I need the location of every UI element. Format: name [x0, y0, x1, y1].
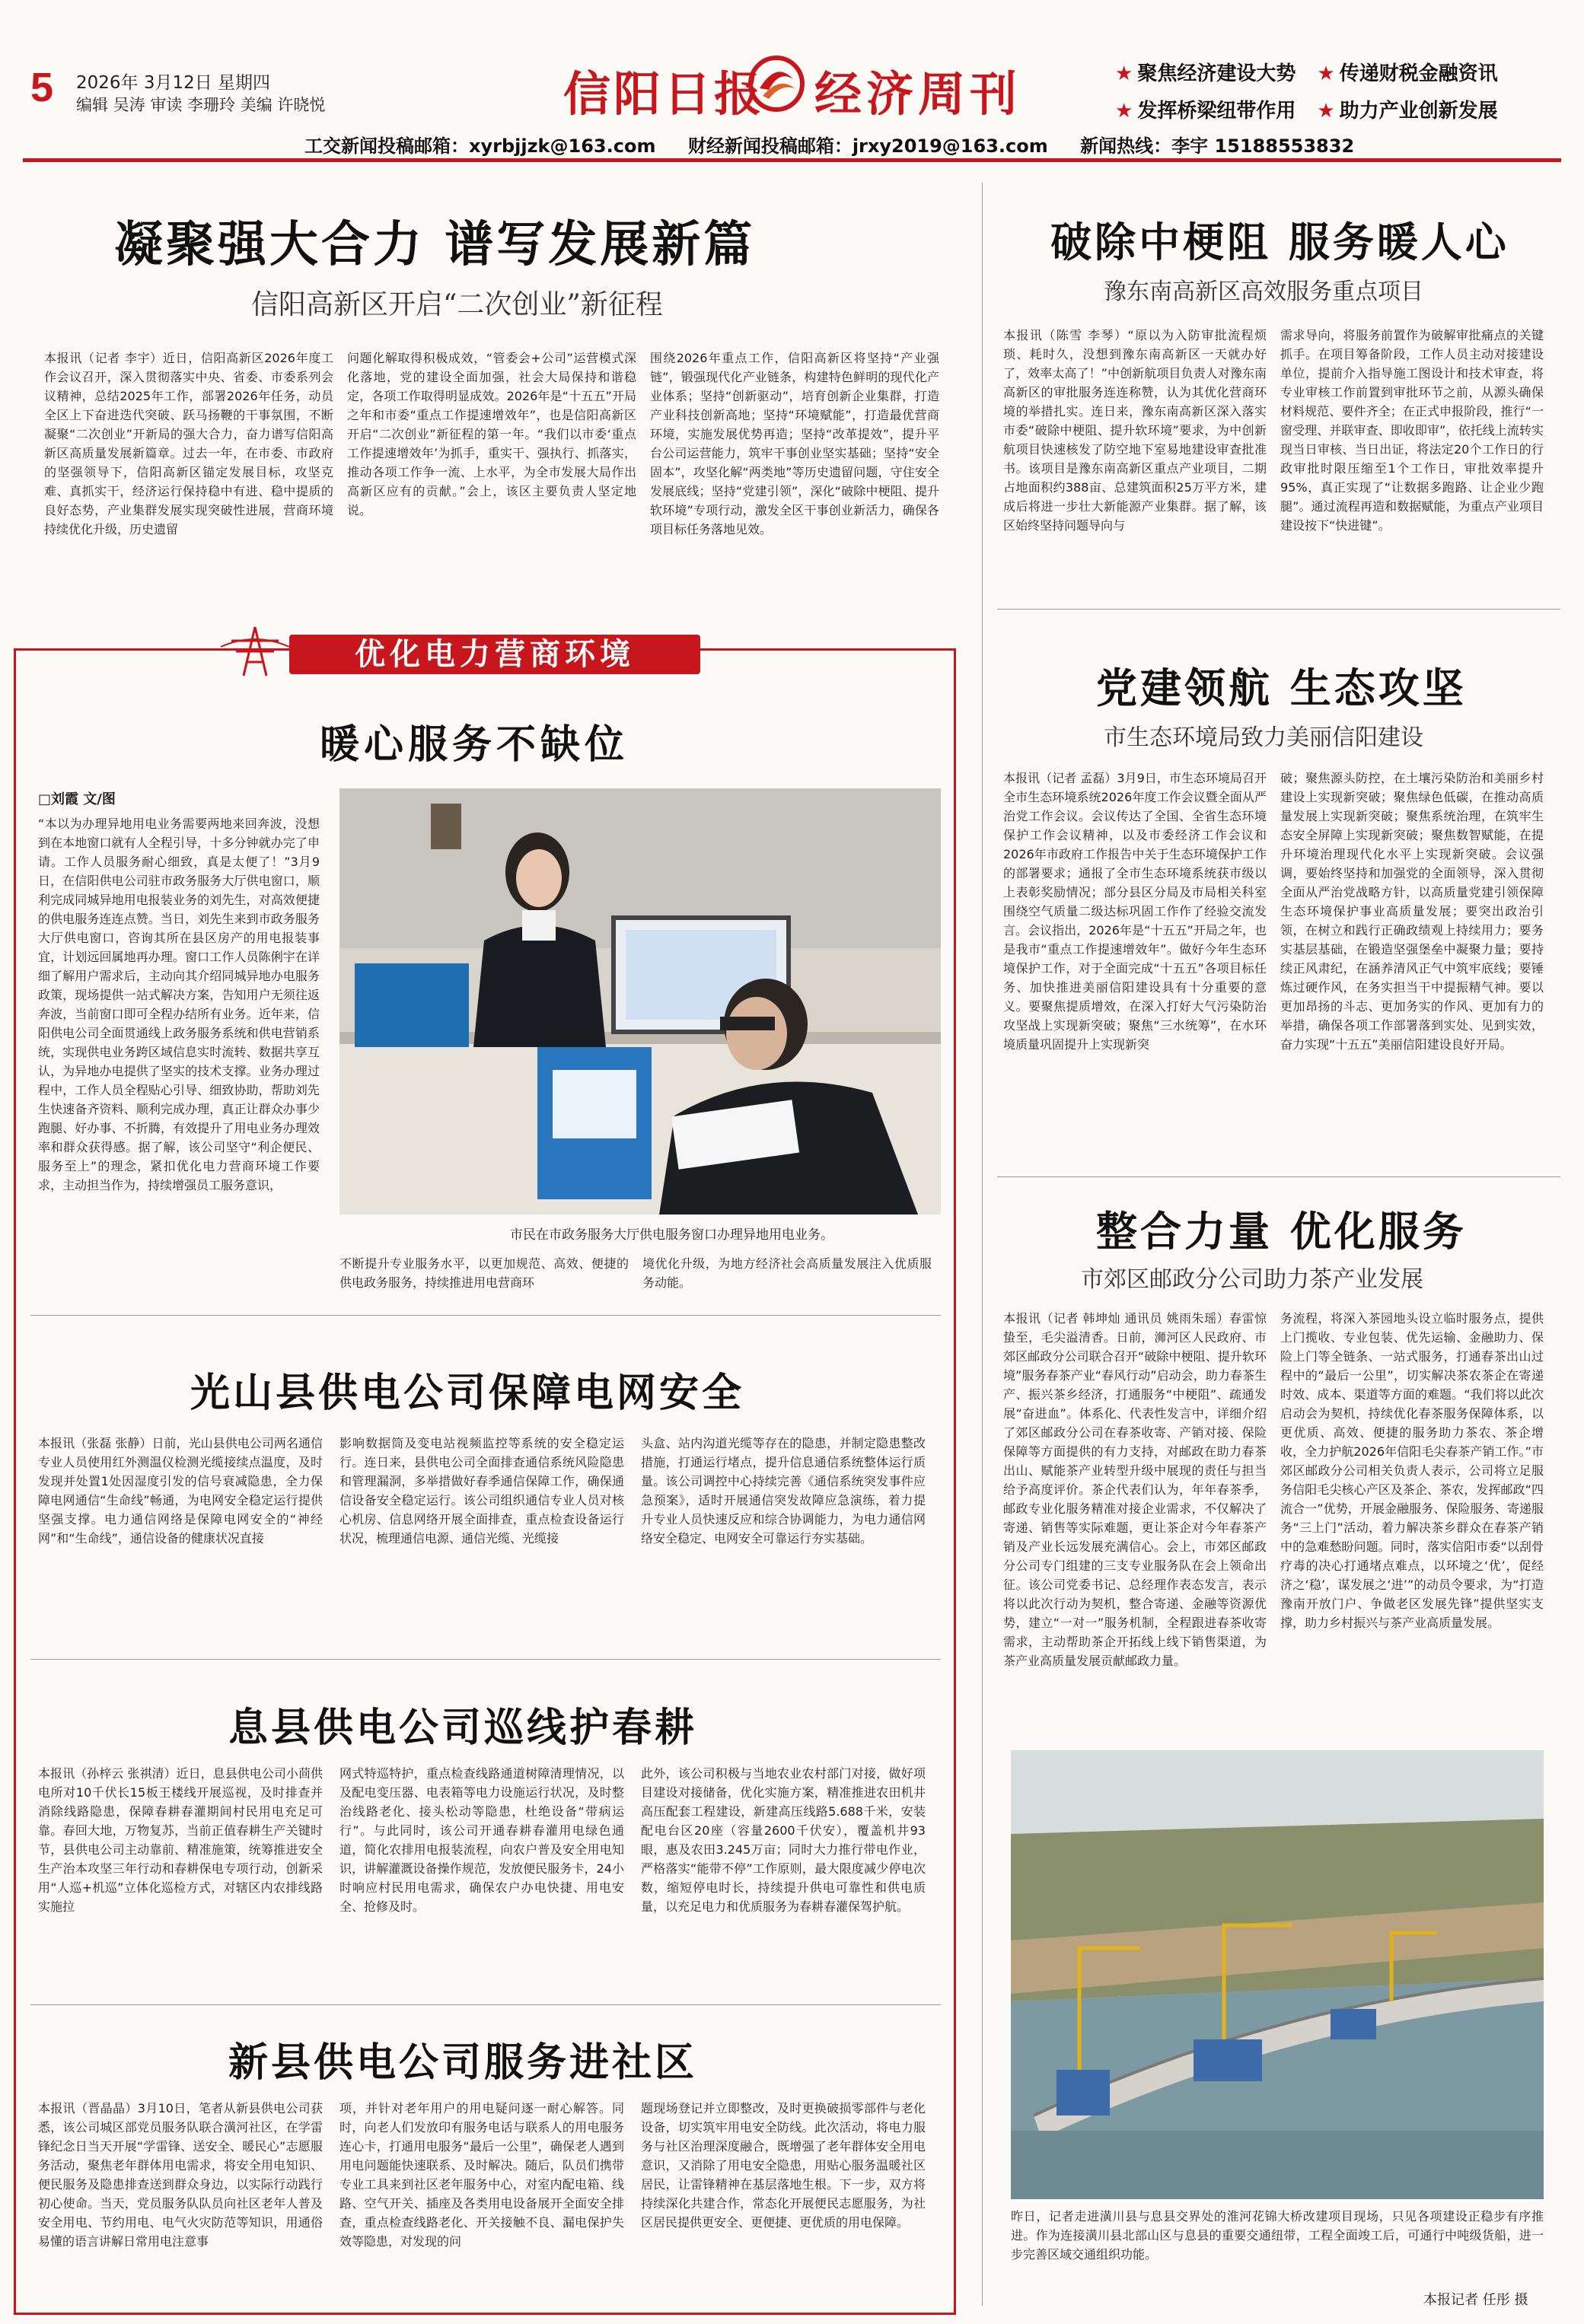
story4-col1: 本报讯（晋晶晶）3月10日，笔者从新县供电公司获悉，该公司城区部党员服务队联合潢河社区，在学雷锋纪念日当天开展“学雷锋、送安全、暖民心”志愿服务活动，聚焦老年群体用电需求，将安全用电知识、便民服务及隐患排查送到群众身边，以实际行动践行初心使命。当天，党员服务队队员向社区老年人普及安全用电、节约用电、电气火灾防范等知识，用通俗易懂的语言讲解日常用电注意事 — [38, 2101, 323, 2249]
story4-col2: 项，并针对老年用户的用电疑问逐一耐心解答。同时，向老人们发放印有服务电话与联系人的用电服务连心卡，打通用电服务“最后一公里”，确保老人遇到用电问题能快速联系、及时解决。随后，队员们携带专业工具来到社区老年服务中心，对室内配电箱、线路、空气开关、插座及各类用电设备展开全面安全排查，重点检查线路老化、开关接触不良、漏电保护失效等隐患，对发现的问 — [339, 2101, 624, 2249]
story3-col1: 本报讯（孙梓云 张祺清）近日，息县供电公司小茴供电所对10千伏长15板王楼线开展巡视，及时排查并消除线路隐患，保障春耕春灌期间村民用电充足可靠。春回大地，万物复苏，当前正值春耕生产关键时节，县供电公司主动靠前、精准施策，统筹推进安全生产治本攻坚三年行动和春耕保电专项行动，创新采用“人巡+机巡”立体化巡检方式，对辖区内农排线路实施拉 — [38, 1766, 323, 1914]
article2-subtitle: 豫东南高新区高效服务重点项目 — [1104, 279, 1423, 305]
bridge-photo-credit: 本报记者 任彤 摄 — [1423, 2292, 1528, 2308]
story2-col2: 影响数据筒及变电站视频监控等系统的安全稳定运行。连日来，县供电公司全面排查通信系统风险隐患和管理漏洞，多举措做好春季通信保障工作，确保通信设备安全稳定运行。该公司组织通信专业人员对核心机房、信息网络开展全面排查，重点检查设备运行状况，梳理通信电源、通信光缆、光缆接 — [339, 1436, 624, 1546]
article4-col2: 务流程，将深入茶园地头设立临时服务点，提供上门揽收、专业包装、优先运输、金融助力、保险上门等全链条、一站式服务，打通春茶出山过程中的“最后一公里”，切实解决茶农茶企在寄递时效、成本、渠道等方面的难题。“我们将以此次启动会为契机，持续优化春茶服务保障体系，以更优质、高效、便捷的服务助力茶农、茶企增收，全力护航2026年信阳毛尖春茶产销工作。”市郊区邮政分公司相关负责人表示，公司将立足服务信阳毛尖核心产区及茶企、茶农，发挥邮政“四流合一”优势，开展金融服务、保险服务、寄递服务“三上门”活动，着力解决茶乡群众在春茶产销中的急难愁盼问题。同时，落实信阳市委“以刮骨疗毒的决心打通堵点难点，以环境之‘优’，促经济之‘稳’，谋发展之‘进’”的动员令要求，为“打造豫南开放门户、争做老区发展先锋”提供坚实支撑，助力乡村振兴与茶产业高质量发展。 — [1280, 1311, 1544, 1630]
service-window-photo-image — [339, 788, 941, 1215]
staff-line: 编辑 吴涛 审读 李珊玲 美编 许晓悦 — [76, 96, 326, 114]
article1-col1: 本报讯（记者 李宇）近日，信阳高新区2026年度工作会议召开，深入贯彻落实中央、省委、市委系列会议精神，总结2025年工作，部署2026年任务，动员全区上下奋进迭代突破、跃马扬鞭的干事氛围，不断凝聚“二次创业”开新局的强大合力，奋力谱写信阳高新区高质量发展新篇章。过去一年，在市委、市政府的坚强领导下，信阳高新区锚定发展目标，攻坚克难、真抓实干，经济运行保持稳中有进、稳中提质的良好态势，产业集群发展实现突破性进展，营商环境持续优化升级，历史遗留 — [44, 351, 333, 536]
story3-col3: 此外，该公司积极与当地农业农村部门对接，做好项目建设对接储备，优化实施方案，精准推进农田机井高压配套工程建设，新建高压线路5.688千米，安装配电台区20座（容量2600千伏安），覆盖机井93眼，惠及农田3.245万亩；同时大力推行带电作业，严格落实“能带不停”工作原则，最大限度减少停电次数，缩短停电时长，持续提升供电可靠性和供电质量，以充足电力和优质服务为春耕春灌保驾护航。 — [641, 1766, 926, 1914]
story1-col2: 不断提升专业服务水平，以更加规范、高效、便捷的供电政务服务，持续推进用电营商环 — [339, 1256, 629, 1290]
bridge-construction-photo-image — [1011, 1750, 1544, 2199]
section-divider — [997, 609, 1560, 610]
slogan-item: ★ 聚焦经济建设大势 — [1115, 58, 1296, 86]
article3-subtitle: 市生态环境局致力美丽信阳建设 — [1104, 724, 1423, 751]
logo-swirl-icon — [746, 53, 807, 114]
article1-col3: 围绕2026年重点工作，信阳高新区将坚持“产业强链”，锻强现代化产业链条，构建特色鲜明的现代化产业体系；坚持“创新驱动”，培育创新企业集群，打造产业科技创新高地；坚持“环境赋能”，打造最优营商环境，实施发展优势再造；坚持“改革提效”，提升平台公司运营能力，筑牢干事创业坚实基础；坚持“安全固本”，攻坚化解“两类地”等历史遗留问题，守住安全发展底线；坚持“党建引领”，深化“破除中梗阻、提升软环境”专项行动，激发全区干事创业新活力，确保各项目标任务落地见效。 — [650, 351, 939, 536]
article4-col1: 本报讯（记者 韩坤灿 通讯员 姚雨朱瑶）春雷惊蛰至，毛尖溢清香。日前，浉河区人民政府、市郊区邮政分公司联合召开“破除中梗阻、提升软环境”服务春茶产业“春风行动”启动会，助力春茶生产、振兴茶乡经济，打通服务“中梗阻”、疏通发展“奋进血”。体系化、代表性发言中，详细介绍了郊区邮政分公司在春茶收寄、产销对接、保险保障等方面提供的有力支持，对邮政在助力春茶出山、赋能茶产业转型升级中展现的责任与担当给予高度评价。茶企代表们认为，年年春茶季，邮政专业化服务精准对接企业需求，不仅解决了寄递、销售等实际难题，更让茶企对今年春茶产销及产业长远发展充满信心。会上，市郊区邮政分公司专门组建的三支专业服务队在会上领命出征。该公司党委书记、总经理作表态发言，表示将以此次行动为契机，整合寄递、金融等资源优势，建立“一对一”服务机制，全程跟进春茶收寄需求，主动帮助茶企开拓线上线下销售渠道，为茶产业高质量发展贡献邮政力量。 — [1003, 1311, 1267, 1668]
banner-text: 优化电力营商环境 — [355, 636, 635, 672]
story3-col2: 网式特巡特护，重点检查线路通道树障清理情况，以及配电变压器、电表箱等电力设施运行状况，及时整治线路老化、接头松动等隐患，杜绝设备“带病运行”。与此同时，该公司开通春耕春灌用电绿色通道，简化农排用电报装流程，向农户普及安全用电知识，讲解灌溉设备操作规范，发放便民服务卡，24小时响应村民用电需求，确保农户办电快捷、用电安全、抢修及时。 — [339, 1766, 624, 1914]
power-tower-icon — [221, 624, 289, 679]
article1-subtitle: 信阳高新区开启“二次创业”新征程 — [251, 289, 663, 320]
story1-title: 暖心服务不缺位 — [320, 721, 629, 768]
story1-byline: □刘霞 文/图 — [38, 791, 116, 807]
contact-email-industry: 工交新闻投稿邮箱：xyrbjjzk@163.com — [304, 135, 656, 157]
article3-title: 党建领航 生态攻坚 — [1096, 664, 1467, 712]
article2-col2: 需求导向，将服务前置作为破解审批痛点的关键抓手。在项目筹备阶段，工作人员主动对接建设单位，提前介入指导施工图设计和技术审查，将专业审核工作前置到审批环节之前，从源头确保材料规范、要件齐全；在正式申报阶段，推行“一窗受理、并联审查、即收即审”，依托线上流转实现当日审核、当日出证，将法定20个工作日的行政审批时限压缩至1个工作日，审批效率提升95%，真正实现了“让数据多跑路、让企业少跑腿”。通过流程再造和数据赋能，为重点产业项目建设按下“快进键”。 — [1280, 328, 1544, 533]
story4-col3: 题现场登记并立即整改，及时更换破损零部件与老化设备，切实筑牢用电安全防线。此次活动，将电力服务与社区治理深度融合，既增强了老年群体安全用电意识，又消除了用电安全隐患，用贴心服务温暖社区居民，让雷锋精神在基层落地生根。下一步，双方将持续深化共建合作，常态化开展便民志愿服务，为社区居民提供更安全、更便捷、更优质的用电保障。 — [641, 2101, 926, 2230]
article3-col2: 破；聚焦源头防控，在土壤污染防治和美丽乡村建设上实现新突破；聚焦绿色低碳，在推动高质量发展上实现新突破；聚焦系统治理，在筑牢生态安全屏障上实现新突破；聚焦数智赋能，在提升环境治理现代化水平上实现新突破。会议强调，要始终坚持和加强党的全面领导，深入贯彻全面从严治党战略方针，以高质量党建引领保障生态环境保护事业高质量发展；要突出政治引领，在树立和践行正确政绩观上持续用力；要务实基层基础，在锻造坚强堡垒中凝聚力量；要持续正风肃纪，在涵养清风正气中筑牢底线；要锤炼过硬作风，在务实担当干中提振精气神。要以更加昂扬的斗志、更加务实的作风、更加有力的举措，确保各项工作部署落到实处、见到实效，奋力实现“十五五”美丽信阳建设良好开局。 — [1280, 771, 1544, 1052]
article1-col2: 问题化解取得积极成效，“管委会+公司”运营模式深化落地，党的建设全面加强，社会大局保持和谐稳定，各项工作取得明显成效。2026年是“十五五”开局之年和市委“重点工作提速增效年”，也是信阳高新区开启“二次创业”新征程的第一年。“我们以市委‘重点工作提速增效年’为抓手，重实干、强执行、抓落实，推动各项工作争一流、上水平，为全市发展大局作出高新区应有的贡献。”会上，该区主要负责人坚定地说。 — [347, 351, 636, 517]
article3-col1: 本报讯（记者 孟磊）3月9日，市生态环境局召开全市生态环境系统2026年度工作会议暨全面从严治党工作会议。会议传达了全国、全省生态环境保护工作会议精神，以及市委经济工作会议和2026年市政府工作报告中关于生态环境保护工作的部署要求；通报了全市生态环境系统获市级以上表彰奖励情况；部分县区分局及市局相关科室围绕空气质量二级达标巩固工作作了经验交流发言。会议指出，2026年是“十五五”开局之年，也是我市“重点工作提速增效年”。做好今年生态环境保护工作，对于全面完成“十五五”各项目标任务、加快推进美丽信阳建设具有十分重要的意义。要聚焦提质增效，在深入打好大气污染防治攻坚战上实现新突破；聚焦“三水统筹”，在水环境质量巩固提升上实现新突 — [1003, 771, 1267, 1052]
article2-col1: 本报讯（陈雪 李琴）“原以为入防审批流程烦琐、耗时久，没想到豫东南高新区一天就办好了，效率太高了！”中创新航项目负责人对豫东南高新区的审批服务连连称赞，认为其优化营商环境的举措扎实。连日来，豫东南高新区深入落实市委“破除中梗阻、提升软环境”要求，为中创新航项目快速核发了防空地下室易地建设审查批准书。该项目是豫东南高新区重点产业项目，二期占地面积约388亩、总建筑面积25万平方米，建成后将进一步壮大新能源产业集群。据了解，该区始终坚持问题导向与 — [1003, 328, 1267, 533]
bridge-photo-caption: 昨日，记者走进潢川县与息县交界处的淮河花锦大桥改建项目现场，只见各项建设正稳步有序推进。作为连接潢川县北部山区与息县的重要交通纽带，工程全面竣工后，可通行中吨级货船，进一步完善区域交通组织功能。 — [1011, 2209, 1544, 2262]
story3-title: 息县供电公司巡线护春耕 — [228, 1705, 698, 1751]
section-divider — [997, 1176, 1560, 1177]
paper-name: 信阳日报 — [563, 66, 765, 122]
slogan-item: ★ 助力产业创新发展 — [1317, 95, 1497, 123]
service-window-photo — [339, 788, 941, 1215]
slogan-item: ★ 传递财税金融资讯 — [1317, 58, 1497, 86]
story2-col3: 头盒、站内沟道光缆等存在的隐患，并制定隐患整改措施，打通运行堵点，提升信息通信系统整体运行质量。该公司调控中心持续完善《通信系统突发事件应急预案》，适时开展通信突发故障应急演练，着力提升专业人员快速反应和综合协调能力，为电力通信网络安全稳定、电网安全可靠运行夯实基础。 — [641, 1436, 926, 1546]
story1-col3: 境优化升级，为地方经济社会高质量发展注入优质服务动能。 — [642, 1256, 932, 1290]
masthead-rule — [23, 158, 1561, 162]
photo-caption: 市民在市政务服务大厅供电服务窗口办理异地用电业务。 — [510, 1227, 833, 1243]
article4-title: 整合力量 优化服务 — [1096, 1207, 1467, 1256]
story2-col1: 本报讯（张磊 张静）日前，光山县供电公司两名通信专业人员使用红外测温仪检测光缆接续点温度，及时发现并处置1处因湿度引发的信号衰减隐患，全力保障电网通信“生命线”畅通，为电网安全稳定运行提供坚强支撑。电力通信网络是保障电网安全的“神经网”和“生命线”，通信设备的健康状况直接 — [38, 1436, 323, 1546]
contact-hotline: 新闻热线：李宇 15188553832 — [1080, 135, 1355, 157]
section-divider — [30, 2004, 941, 2005]
story2-title: 光山县供电公司保障电网安全 — [190, 1370, 745, 1416]
date-line: 2026年 3月12日 星期四 — [76, 73, 271, 93]
section-name: 经济周刊 — [814, 66, 1022, 122]
slogan-list — [1115, 58, 1557, 132]
page-number: 5 — [30, 65, 54, 110]
story4-title: 新县供电公司服务进社区 — [228, 2039, 698, 2086]
column-divider — [982, 183, 983, 2306]
contact-email-finance: 财经新闻投稿邮箱：jrxy2019@163.com — [687, 135, 1048, 157]
article4-subtitle: 市郊区邮政分公司助力茶产业发展 — [1081, 1266, 1423, 1293]
article2-title: 破除中梗阻 服务暖人心 — [1050, 218, 1509, 266]
slogan-item: ★ 发挥桥梁纽带作用 — [1115, 95, 1296, 123]
story1-col1: “本以为办理异地用电业务需要两地来回奔波，没想到在本地窗口就有人全程引导，十多分钟就办完了申请。工作人员服务耐心细致，真是太便了！”3月9日，在信阳供电公司驻市政务服务大厅供电窗口，顺利完成同城异地用电报装业务的刘先生，对高效便捷的供电服务连连点赞。当日，刘先生来到市政务服务大厅供电窗口，咨询其所在县区房产的用电报装事宜，计划远回属地再办理。窗口工作人员陈俐宇在详细了解用户需求后，主动向其介绍同城异地办电服务政策，现场提供一站式解决方案，告知用户无须往返奔波，当前窗口即可全程办结所有业务。近年来，信阳供电公司全面贯通线上政务服务系统和供电营销系统，实现供电业务跨区域信息实时流转、数据共享互认，为异地办电提供了坚实的技术支撑。业务办理过程中，工作人员全程贴心引导、细致协助，帮助刘先生快速备齐资料、顺利完成办理，真正让群众办事少跑腿、好办事、不折腾，有效提升了用电业务办理效率和群众获得感。据了解，该公司坚守“利企便民、服务至上”的理念，紧扣优化电力营商环境工作要求，主动担当作为，持续增强员工服务意识， — [38, 817, 320, 1192]
section-divider — [30, 1315, 941, 1316]
article1-title: 凝聚强大合力 谱写发展新篇 — [114, 216, 756, 273]
newspaper-logo — [563, 52, 1035, 120]
bridge-construction-photo — [1011, 1750, 1544, 2199]
feature-banner — [221, 624, 738, 679]
contact-line — [304, 131, 1380, 158]
section-divider — [30, 1659, 941, 1660]
